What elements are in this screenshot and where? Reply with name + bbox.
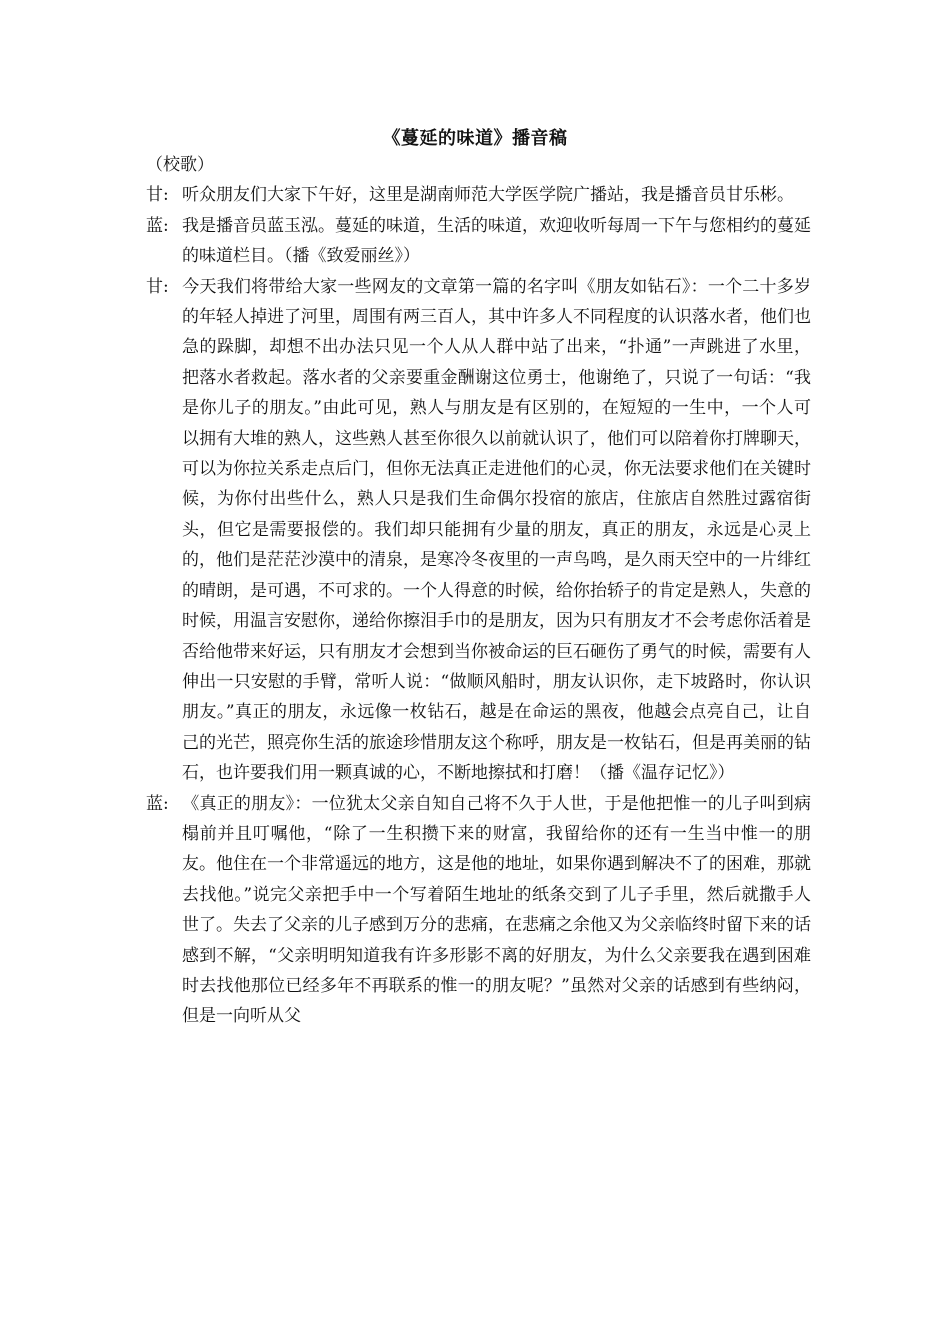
paragraph-text: （校歌） bbox=[146, 155, 214, 175]
paragraph-text: 《真正的朋友》：一位犹太父亲自知自己将不久于人世，于是他把惟一的儿子叫到病榻前并且叮嘱他，“除了一生积攒下来的财富，我留给你的还有一生当中惟一的朋友。他住在一个非常遥远的地方，这是他的地址，如果你遇到解决不了的困难，那就去找他。”说完父亲把手中一个写着陌生地址的纸条交到了儿子手里，然后就撒手人世了。失去了父亲的儿子感到万分的悲痛，在悲痛之余他又为父亲临终时留下来的话感到不解，“父亲明明知道我有许多形影不离的好朋友，为什么父亲要我在遇到困难时去找他那位已经多年不再联系的惟一的朋友呢？”虽然对父亲的话感到有些纳闷，但是一向听从父 bbox=[182, 793, 811, 1027]
speaker-label: 甘: bbox=[146, 276, 169, 297]
paragraph-text: 我是播音员蓝玉泓。蔓延的味道，生活的味道，欢迎收听每周一下午与您相约的蔓延的味道栏目。（播《致爱丽丝》） bbox=[182, 215, 811, 267]
paragraph bbox=[146, 150, 811, 180]
paragraph bbox=[146, 789, 811, 1032]
page-title: 《蔓延的味道》播音稿 bbox=[382, 128, 568, 149]
paragraph bbox=[146, 272, 811, 789]
document-body bbox=[146, 150, 811, 1032]
paragraph-text: 听众朋友们大家下午好，这里是湖南师范大学医学院广播站，我是播音员甘乐彬。 bbox=[182, 185, 794, 206]
speaker-label: 甘: bbox=[146, 185, 169, 206]
speaker-label: 蓝: bbox=[146, 215, 169, 236]
paragraph bbox=[146, 180, 811, 210]
paragraph bbox=[146, 211, 811, 272]
paragraph-text: 今天我们将带给大家一些网友的文章第一篇的名字叫《朋友如钻石》：一个二十多岁的年轻人掉进了河里，周围有两三百人，其中许多人不同程度的认识落水者，他们也急的跺脚，却想不出办法只见一个人从人群中站了出来，“扑通”一声跳进了水里，把落水者救起。落水者的父亲要重金酬谢这位勇士，他谢绝了，只说了一句话：“我是你儿子的朋友。”由此可见，熟人与朋友是有区别的，在短短的一生中，一个人可以拥有大堆的熟人，这些熟人甚至你很久以前就认识了，他们可以陪着你打牌聊天，可以为你拉关系走点后门，但你无法真正走进他们的心灵，你无法要求他们在关键时候，为你付出些什么，熟人只是我们生命偶尔投宿的旅店，住旅店自然胜过露宿街头，但它是需要报偿的。我们却只能拥有少量的朋友，真正的朋友，永远是心灵上的，他们是茫茫沙漠中的清泉，是寒冷冬夜里的一声鸟鸣，是久雨天空中的一片绯红的晴朗，是可遇，不可求的。一个人得意的时候，给你抬轿子的肯定是熟人，失意的时候，用温言安慰你，递给你擦泪手巾的是朋友，因为只有朋友才不会考虑你活着是否给他带来好运，只有朋友才会想到当你被命运的巨石砸伤了勇气的时候，需要有人伸出一只安慰的手臂，常听人说：“做顺风船时，朋友认识你，走下坡路时，你认识朋友。”真正的朋友，永远像一枚钻石，越是在命运的黑夜，他越会点亮自己，让自己的光芒，照亮你生活的旅途珍惜朋友这个称呼，朋友是一枚钻石，但是再美丽的钻石，也许要我们用一颗真诚的心，不断地擦拭和打磨！（播《温存记忆》） bbox=[182, 276, 811, 784]
speaker-label: 蓝: bbox=[146, 793, 169, 814]
